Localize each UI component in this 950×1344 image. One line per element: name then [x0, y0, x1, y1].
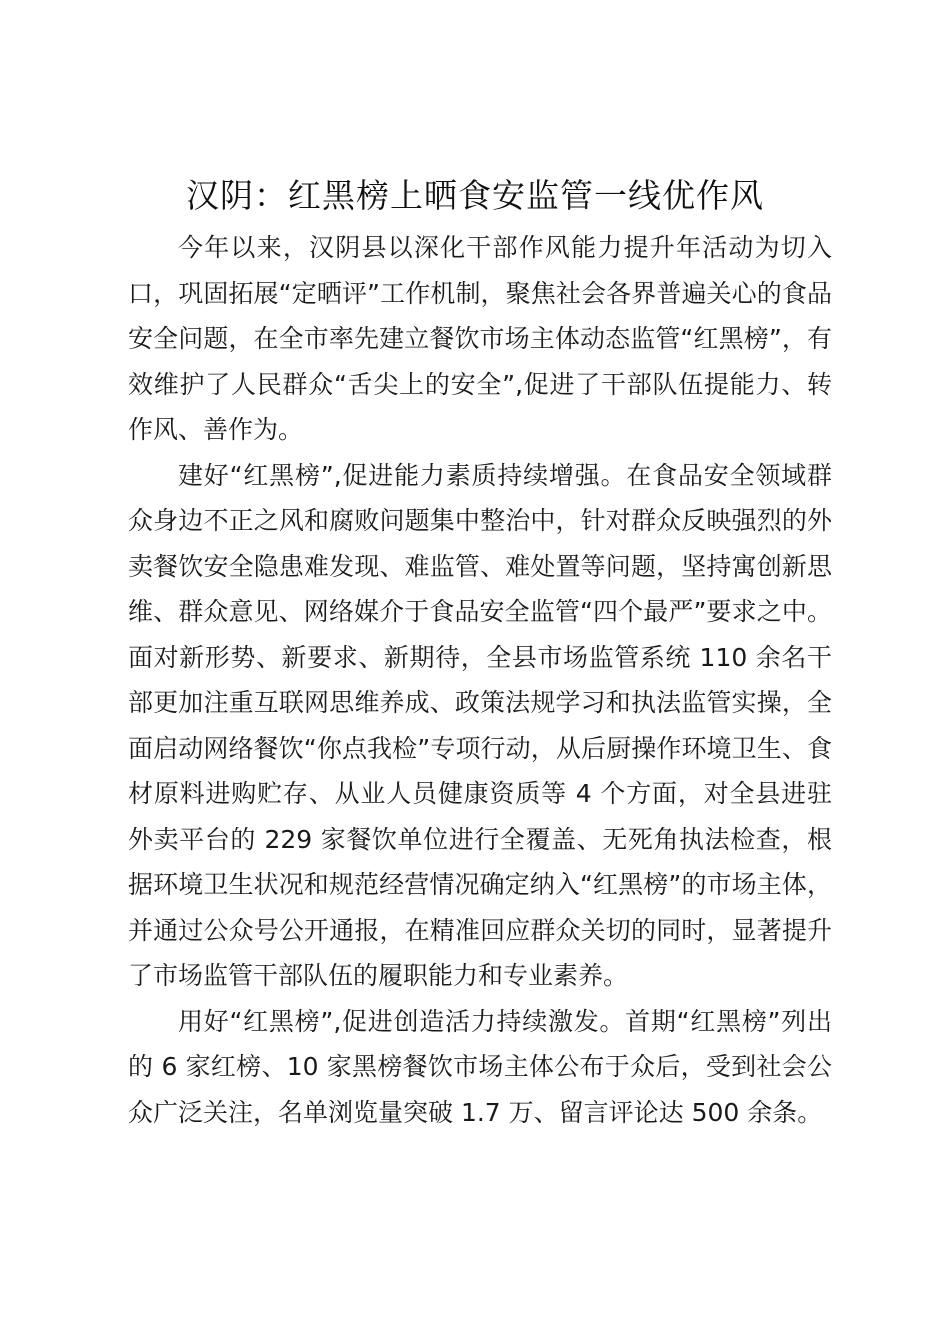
paragraph-2: 建好“红黑榜”,促进能力素质持续增强。在食品安全领域群众身边不正之风和腐败问题集中整治中，针对群众反映强烈的外卖餐饮安全隐患难发现、难监管、难处置等问题，坚持寓创新思维、群众意见、网络媒介于食品安全监管“四个最严”要求之中。面对新形势、新要求、新期待，全县市场监管系统 110 余名干部更加注重互联网思维养成、政策法规学习和执法监管实操，全面启动网络餐饮“你点我检”专项行动，从后厨操作环境卫生、食材原料进购贮存、从业人员健康资质等 4 个方面，对全县进驻外卖平台的 229 家餐饮单位进行全覆盖、无死角执法检查，根据环境卫生状况和规范经营情况确定纳入“红黑榜”的市场主体，并通过公众号公开通报，在精准回应群众关切的同时，显著提升了市场监管干部队伍的履职能力和专业素养。 — [128, 460, 832, 990]
paragraph-1: 今年以来，汉阴县以深化干部作风能力提升年活动为切入口，巩固拓展“定晒评”工作机制，聚焦社会各界普遍关心的食品安全问题，在全市率先建立餐饮市场主体动态监管“红黑榜”，有效维护了人民群众“舌尖上的安全”,促进了干部队伍提能力、转作风、善作为。 — [128, 233, 832, 444]
document-title: 汉阴：红黑榜上晒食安监管一线优作风 — [186, 176, 764, 215]
paragraph-3: 用好“红黑榜”,促进创造活力持续激发。首期“红黑榜”列出的 6 家红榜、10 家黑榜餐饮市场主体公布于众后，受到社会公众广泛关注，名单浏览量突破 1.7 万、留言评论达 500 余条。 — [128, 1006, 832, 1127]
document-body — [128, 225, 832, 1135]
